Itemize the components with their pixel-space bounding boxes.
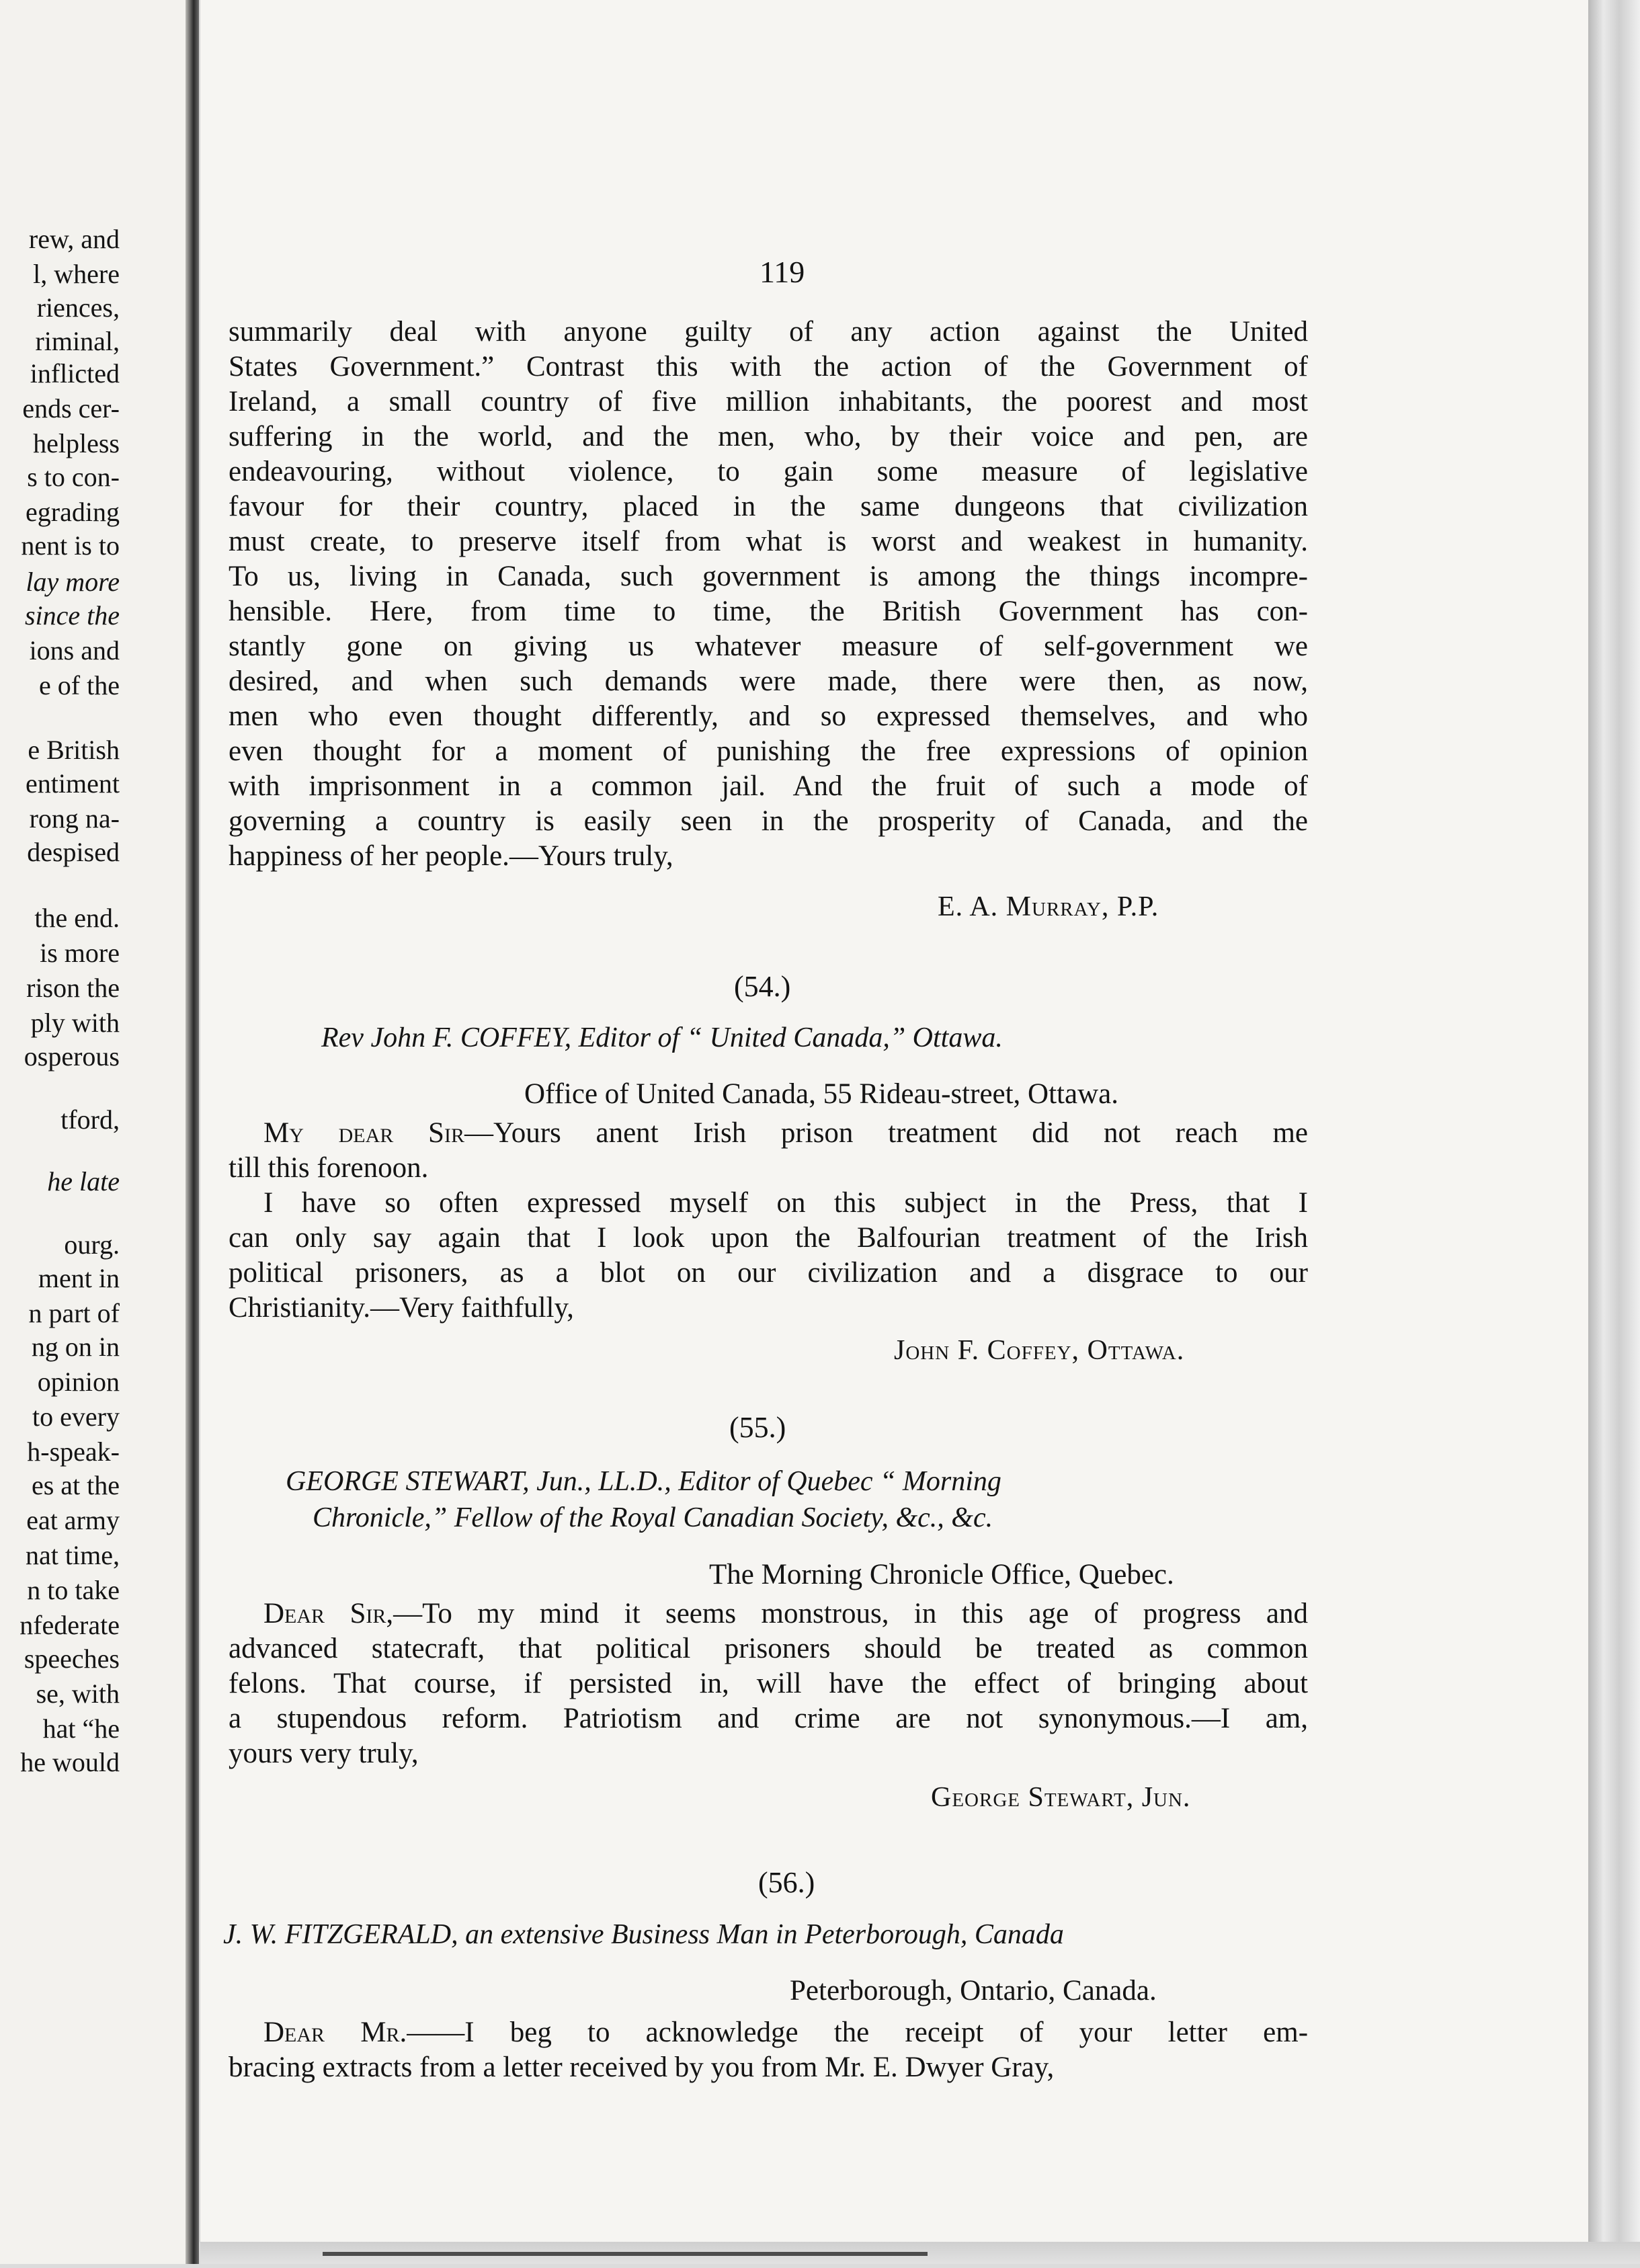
letter55-line: yours very truly, <box>229 1738 419 1769</box>
letter-55-address: The Morning Chronicle Office, Quebec. <box>709 1559 1174 1590</box>
left-page-line: nent is to <box>21 530 120 561</box>
left-page-line: opinion <box>37 1367 120 1397</box>
letter56-line: bracing extracts from a letter received by you from Mr. E. Dwyer Gray, <box>229 2052 1055 2083</box>
left-page-line: ourg. <box>64 1229 120 1260</box>
letter53-line: Ireland, a small country of five million inhabitants, the poorest and most <box>229 386 1308 417</box>
letter-56-address: Peterborough, Ontario, Canada. <box>790 1975 1157 2007</box>
letter-54-signature: John F. Coffey, Ottawa. <box>894 1335 1185 1366</box>
left-page-line: nat time, <box>26 1540 120 1570</box>
letter55-line: advanced statecraft, that political prisoners should be treated as common <box>229 1633 1308 1664</box>
letter53-line: endeavouring, without violence, to gain some measure of legislative <box>229 456 1308 487</box>
left-page-line: egrading <box>26 497 120 527</box>
letter53-line: desired, and when such demands were made, there were then, as now, <box>229 665 1308 697</box>
letter53-line: stantly gone on giving us whatever measure of self-government we <box>229 631 1308 662</box>
left-page-line: osperous <box>24 1041 120 1071</box>
letter53-line: suffering in the world, and the men, who, by their voice and pen, are <box>229 421 1308 452</box>
letter53-line: hensible. Here, from time to time, the British Government has con- <box>229 596 1308 627</box>
letter-55-signature: George Stewart, Jun. <box>931 1782 1191 1813</box>
left-page-line: ends cer- <box>22 393 120 423</box>
letter55-line: a stupendous reform. Patriotism and crime are not synonymous.—I am, <box>229 1703 1308 1734</box>
letter-54-address: Office of United Canada, 55 Rideau-street, Ottawa. <box>524 1078 1118 1110</box>
letter53-line: happiness of her people.—Yours truly, <box>229 840 673 872</box>
letter53-line: favour for their country, placed in the same dungeons that civilization <box>229 491 1308 522</box>
left-page-line: lay more <box>26 567 120 597</box>
left-facing-page <box>0 0 194 2264</box>
letter-56-heading: J. W. FITZGERALD, an extensive Business Man in Peterborough, Canada <box>223 1919 1064 1950</box>
left-page-line: entiment <box>26 768 120 799</box>
left-page-line: es at the <box>31 1470 120 1500</box>
left-page-line: speeches <box>24 1644 120 1674</box>
letter53-line: must create, to preserve itself from what is worst and weakest in humanity. <box>229 526 1308 557</box>
left-page-line: l, where <box>33 259 120 289</box>
letter-53-signature: E. A. Murray, P.P. <box>938 891 1159 922</box>
letter53-line: men who even thought differently, and so expressed themselves, and who <box>229 700 1308 732</box>
letter-55-heading-line1: GEORGE STEWART, Jun., LL.D., Editor of Quebec “ Morning <box>286 1466 1001 1497</box>
left-page-line: ply with <box>30 1008 120 1038</box>
letter53-line: summarily deal with anyone guilty of any action against the United <box>229 316 1308 348</box>
left-page-line: riminal, <box>35 326 120 356</box>
left-page-line: ions and <box>29 635 120 665</box>
left-page-line: since the <box>24 600 120 631</box>
letter-54-heading: Rev John F. COFFEY, Editor of “ United Canada,” Ottawa. <box>321 1022 1003 1053</box>
left-page-line: rew, and <box>28 224 120 254</box>
letter54-line: till this forenoon. <box>229 1152 429 1184</box>
left-page-line: rong na- <box>29 803 120 834</box>
left-page-line: e British <box>28 735 120 765</box>
letter-54-number: (54.) <box>734 970 791 1003</box>
letter-55-number: (55.) <box>729 1411 786 1444</box>
letter54-line: political prisoners, as a blot on our civilization and a disgrace to our <box>229 1257 1308 1289</box>
page-edge <box>1588 0 1640 2264</box>
letter54-line: I have so often expressed myself on this subject in the Press, that I <box>263 1187 1308 1219</box>
left-page-line: ment in <box>38 1263 120 1293</box>
letter53-line: States Government.” Contrast this with the action of the Government of <box>229 351 1308 382</box>
letter53-line: with imprisonment in a common jail. And the fruit of such a mode of <box>229 770 1308 802</box>
left-page-line: s to con- <box>27 462 120 492</box>
left-page-line: e of the <box>39 670 120 700</box>
letter-55-heading-line2: Chronicle,” Fellow of the Royal Canadian Society, &c., &c. <box>313 1502 993 1533</box>
left-page-line: the end. <box>34 903 120 933</box>
left-page-line: n to take <box>27 1575 120 1605</box>
letter54-line: Christianity.—Very faithfully, <box>229 1292 574 1324</box>
left-page-line: ng on in <box>31 1332 120 1362</box>
left-page-line: helpless <box>33 428 120 458</box>
left-page-line: rison the <box>26 973 120 1003</box>
letter55-line: Dear Sir,—To my mind it seems monstrous, in this age of progress and <box>263 1598 1308 1629</box>
letter56-line: Dear Mr.——I beg to acknowledge the receipt of your letter em- <box>263 2017 1309 2048</box>
left-page-line: inflicted <box>30 358 120 389</box>
letter53-line: governing a country is easily seen in the prosperity of Canada, and the <box>229 805 1308 837</box>
left-page-line: se, with <box>36 1678 120 1709</box>
letter53-line: To us, living in Canada, such government is among the things incompre- <box>229 561 1308 592</box>
next-page-fragment <box>323 2252 928 2268</box>
left-page-line: tford, <box>60 1104 120 1135</box>
left-page-line: to every <box>32 1402 120 1432</box>
left-page-line: n part of <box>28 1298 120 1328</box>
left-page-line: nfederate <box>19 1610 120 1640</box>
letter54-line: My dear Sir—Yours anent Irish prison treatment did not reach me <box>263 1117 1308 1149</box>
letter54-line: can only say again that I look upon the Balfourian treatment of the Irish <box>229 1222 1308 1254</box>
left-page-line: he late <box>47 1166 120 1197</box>
left-page-line: despised <box>27 837 120 867</box>
letter-56-number: (56.) <box>758 1866 815 1899</box>
left-page-line: is more <box>40 938 120 968</box>
letter55-line: felons. That course, if persisted in, will have the effect of bringing about <box>229 1668 1308 1699</box>
left-page-line: h-speak- <box>27 1436 120 1467</box>
page-number: 119 <box>760 255 805 289</box>
left-page-line: he would <box>20 1747 120 1777</box>
left-page-line: eat army <box>26 1505 120 1535</box>
letter53-line: even thought for a moment of punishing the free expressions of opinion <box>229 735 1308 767</box>
left-page-line: riences, <box>36 292 120 323</box>
book-gutter <box>186 0 199 2264</box>
left-page-line: hat “he <box>42 1713 120 1744</box>
